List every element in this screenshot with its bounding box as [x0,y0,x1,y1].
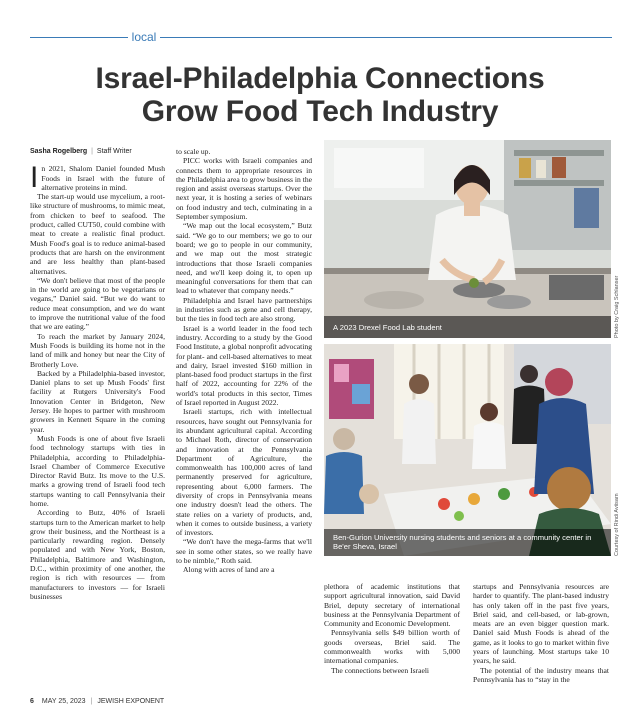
page-number: 6 [30,698,34,705]
paragraph: PICC works with Israeli companies and connects them to appropriate resources in the Philadelphia area to grow business in the region and assist overseas startups. Over the next year, it is hosting a series of webinars on food industry and tech, culminating in a September symposium. [176,156,312,222]
drop-cap: I [30,161,39,195]
paragraph: “We don't have the mega-farms that we'll see in some other states, so we really have to be nimble,” Roth said. [176,537,312,566]
food-lab-image [324,140,611,338]
community-center-image [324,344,611,556]
headline [30,62,610,128]
paragraph: to scale up. [176,147,211,156]
headline-line-1: Israel-Philadelphia Connections [95,62,545,95]
byline-separator: | [91,148,93,155]
section-tag [0,28,639,48]
headline-line-2: Grow Food Tech Industry [141,95,499,128]
paragraph-text: n 2021, Shalom Daniel founded Mush Foods in Israel with the future of alternative proteins in mind. [41,164,165,192]
paragraph: Philadelphia and Israel have partnerships in industries such as gene and cell therapy, but the ties in food tech are also strong. [176,295,312,324]
section-rule-right [160,37,612,38]
paragraph: Mush Foods is one of about five Israeli food technology startups with ties in Philadelphia, according to Philadelphia-Israel Chamber of Commerce Executive Director Ravid Butz. Its move to the U.S. marks a growing trend of Israeli food tech startups wanting to call Pennsylvania their home. [30,433,165,508]
paragraph [30,161,165,195]
page-footer [30,698,164,705]
section-rule-left [30,37,128,38]
photo-credit: Photo by Craig Schlanser [614,275,620,338]
paragraph: “We map out the local ecosystem,” Butz said. “We go to our members; we go to our board; we go to people in our community, and we map out the most strategic introductions that those Israeli companies need, and we'll keep doing it, to open up meaningful conversations for them that can lead to whatever that company needs.” [176,221,312,296]
paragraph: The potential of the industry means that Pennsylvania has to “stay in the [473,665,609,684]
paragraph: The connections between Israeli [331,665,430,675]
author-role: Staff Writer [96,148,132,155]
paragraph: Along with acres of land are a [183,565,275,575]
photo-caption: A 2023 Drexel Food Lab student [324,316,611,338]
article-column-4 [473,582,609,684]
paragraph: According to Butz, 40% of Israeli startups turn to the American market to help grow their business, and the Northeast is a particularly rewarding region. Densely populated and with New York, Boston, Philadelphia, Baltimore and Washington, D.C., within proximity of one another, the region is rich with resources — from manufacturers to investors — for Israeli businesses [30,508,165,601]
paragraph: To reach the market by January 2024, Mush Foods is building its home not in the land of milk and honey but near the City of Brotherly Love. [30,331,165,369]
issue-date: MAY 25, 2023 [41,698,86,705]
photo-food-lab [324,140,611,338]
paragraph: Israel is a world leader in the food tech industry. According to a study by the Good Food Institute, a global nonprofit advocating for plant- and cell-based alternatives to meat and dairy, Israel invested $160 million in plant-based food product startups in the first half of 2022, accounting for 22% of the world's total products in this sector, Times of Israel reported in August 2022. [176,323,312,408]
photo-caption: Ben-Gurion University nursing students and seniors at a community center in Be'er Sheva, Israel [324,529,611,556]
article-column-2 [176,147,312,575]
section-label[interactable]: local [131,30,157,44]
article-column-3 [324,582,460,675]
byline [30,147,165,156]
paragraph: The start-up would use mycelium, a root-like structure of mushrooms, to mimic meat, from chicken to beef to seafood. The product, called CUT50, could combine with meat to create a realistic final product. Mush Food's goal is to reduce animal-based products that are harsh on the environment and are less healthy than plant-based alternatives. [30,192,165,276]
footer-separator: | [90,698,93,705]
author-name: Sasha Rogelberg [30,148,88,155]
article-column-1 [30,147,165,601]
paragraph: startups and Pennsylvania resources are harder to quantify. The plant-based industry has only taken off in the past five years, Briel said, and cell-based, or lab-grown, meats are an even bigger question mark. Daniel said Mush Foods is ahead of the game, as it looks to go to market within five years of launching. Most startups take 10 years, he said. [473,582,609,666]
paragraph: Pennsylvania sells $49 billion worth of goods overseas, Briel said. The commonwealth works with 5,000 international companies. [324,628,460,666]
publication-name: JEWISH EXPONENT [97,698,165,705]
photo-community-center [324,344,611,556]
paragraph: Backed by a Philadelphia-based investor, Daniel plans to set up Mush Foods' first facility at Rutgers University's Food Innovation Center in Bridgeton, New Jersey. He hopes to partner with mushroom growers in Kennett Square in the coming year. [30,368,165,434]
photo-credit: Courtesy of Rindi Aviisam [614,493,620,556]
paragraph: plethora of academic institutions that support agricultural innovation, said David Briel, deputy secretary of international business at the Pennsylvania Department of Community and Economic Development. [324,582,460,629]
paragraph: “We don't believe that most of the people in the world are going to be vegetarians or vegans,” Daniel said. “But we do want to reduce meat consumption, and we do want to improve the nutritional value of the food that we are eating.” [30,275,165,332]
paragraph: Israeli startups, rich with intellectual resources, have sought out Pennsylvania for its abundant agricultural capital. According to Michael Roth, director of conservation and innovation at the Pennsylvania Department of Agriculture, the commonwealth has 100,000 acres of land permanently preserved for agriculture, representing about 6,000 farmers. The diversity of crops in Pennsylvania means one industry doesn't lead the others. The state relies on a variety of products, and, when it comes to outside business, a variety of investors. [176,407,312,538]
